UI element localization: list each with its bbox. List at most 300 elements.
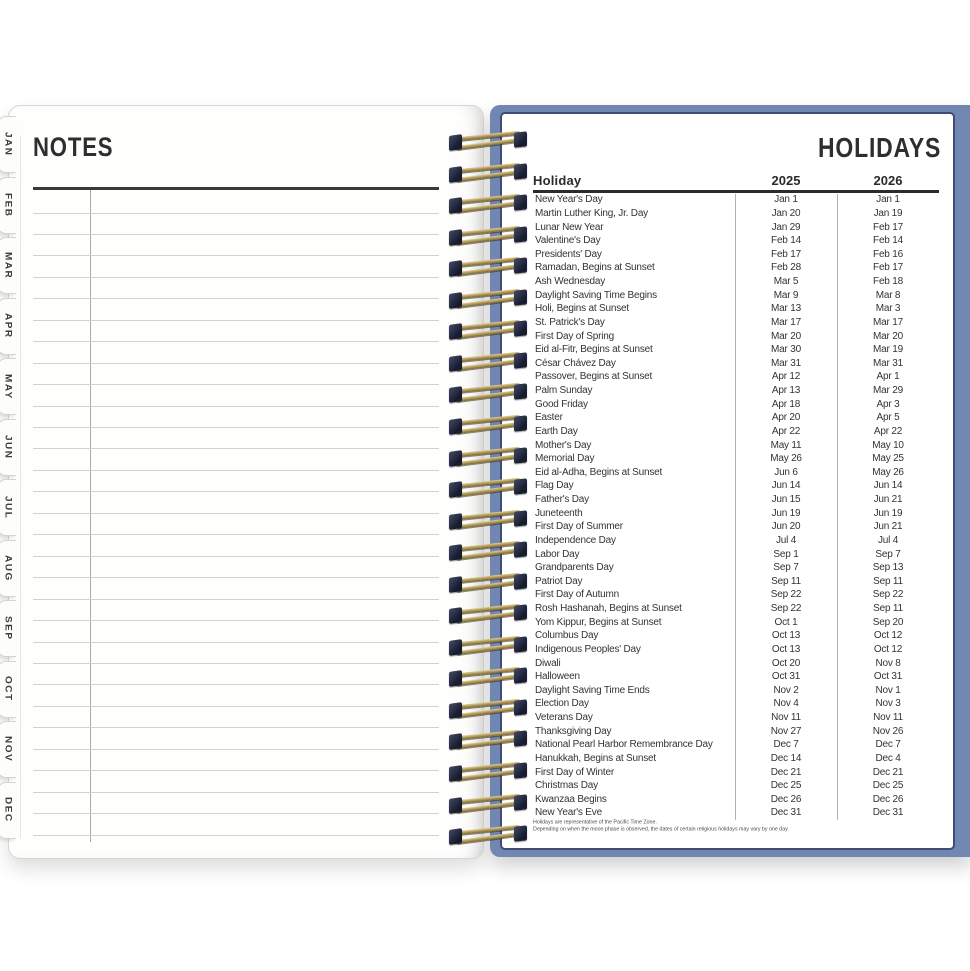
ruled-line bbox=[33, 341, 439, 342]
holiday-name: Christmas Day bbox=[535, 780, 598, 792]
month-tab-mar bbox=[0, 237, 16, 294]
holiday-name: Veterans Day bbox=[535, 712, 593, 724]
date-2026: Oct 31 bbox=[873, 671, 903, 683]
date-2026: Apr 1 bbox=[876, 371, 900, 383]
footnote-timezone: Holidays are representative of the Pacific Time Zone. bbox=[533, 819, 657, 826]
date-2025: Mar 5 bbox=[773, 276, 799, 288]
holiday-row bbox=[533, 520, 939, 534]
date-2026: Feb 18 bbox=[873, 276, 903, 288]
coil-hole-left bbox=[449, 260, 462, 277]
date-2025: Oct 13 bbox=[771, 643, 801, 655]
date-2025: Feb 14 bbox=[771, 235, 801, 247]
date-2026: Dec 4 bbox=[875, 752, 901, 764]
coil-loop bbox=[447, 256, 529, 278]
holiday-row bbox=[533, 643, 939, 657]
holiday-name: Memorial Day bbox=[535, 453, 595, 465]
holiday-name: Yom Kippur, Begins at Sunset bbox=[535, 616, 662, 628]
holiday-row bbox=[533, 370, 939, 384]
coil-hole-left bbox=[449, 544, 462, 561]
coil-hole-right bbox=[514, 478, 527, 494]
holiday-name: Palm Sunday bbox=[535, 385, 593, 397]
holiday-name: Columbus Day bbox=[535, 630, 599, 642]
date-2026: Jan 19 bbox=[873, 207, 903, 219]
holiday-name: Good Friday bbox=[535, 398, 588, 410]
ruled-line bbox=[33, 213, 439, 214]
date-2025: Mar 30 bbox=[771, 344, 801, 356]
date-2026: May 10 bbox=[872, 439, 904, 451]
month-tab-label: APR bbox=[2, 313, 12, 339]
date-2026: Jan 1 bbox=[876, 194, 900, 206]
ruled-line bbox=[33, 556, 439, 557]
month-tab-label: JUN bbox=[2, 434, 12, 460]
date-2026: Mar 8 bbox=[875, 289, 901, 301]
column-header-2025: 2025 bbox=[771, 173, 801, 188]
date-2026: Mar 29 bbox=[873, 385, 903, 397]
date-2026: Dec 21 bbox=[872, 766, 904, 778]
coil-loop bbox=[447, 572, 529, 594]
date-2025: Apr 20 bbox=[771, 412, 801, 424]
coil-hole-left bbox=[449, 607, 462, 624]
holiday-row bbox=[533, 534, 939, 548]
coil-hole-right bbox=[514, 731, 527, 747]
holiday-name: Kwanzaa Begins bbox=[535, 793, 607, 805]
holiday-name: Rosh Hashanah, Begins at Sunset bbox=[535, 603, 682, 615]
month-tab-may bbox=[0, 358, 16, 415]
date-2026: Feb 17 bbox=[873, 262, 903, 274]
date-2025: Sep 22 bbox=[770, 603, 802, 615]
date-2025: Dec 31 bbox=[770, 807, 802, 819]
holiday-row bbox=[533, 752, 939, 766]
coil-loop bbox=[447, 698, 529, 720]
holiday-name: Patriot Day bbox=[535, 575, 583, 587]
date-2025: Dec 21 bbox=[770, 766, 802, 778]
date-2025: Feb 17 bbox=[771, 248, 801, 260]
coil-hole-left bbox=[449, 734, 462, 751]
ruled-line bbox=[33, 298, 439, 299]
ruled-line bbox=[33, 534, 439, 535]
coil-loop bbox=[447, 509, 529, 531]
coil-hole-right bbox=[514, 415, 527, 431]
holiday-name: New Year's Day bbox=[535, 194, 603, 206]
month-tab-label: JUL bbox=[2, 495, 12, 520]
holiday-row bbox=[533, 425, 939, 439]
holiday-row bbox=[533, 588, 939, 602]
date-2025: Sep 1 bbox=[773, 548, 799, 560]
date-2025: Mar 13 bbox=[771, 303, 801, 315]
holiday-row bbox=[533, 575, 939, 589]
date-2025: Nov 4 bbox=[773, 698, 799, 710]
holidays-footnotes bbox=[533, 819, 890, 833]
holiday-row bbox=[533, 397, 939, 411]
holiday-row bbox=[533, 343, 939, 357]
date-2025: Sep 11 bbox=[771, 575, 801, 587]
holiday-row bbox=[533, 452, 939, 466]
coil-hole-left bbox=[449, 134, 462, 151]
month-tab-oct bbox=[0, 661, 16, 718]
date-2025: Nov 27 bbox=[770, 725, 802, 737]
date-2026: Sep 20 bbox=[872, 616, 904, 628]
date-2025: Dec 26 bbox=[770, 793, 802, 805]
coil-hole-right bbox=[514, 825, 527, 841]
holiday-name: Election Day bbox=[535, 698, 589, 710]
date-2026: Jun 19 bbox=[873, 507, 903, 519]
date-2026: Dec 25 bbox=[872, 780, 904, 792]
month-tab-jan bbox=[0, 116, 16, 173]
date-2025: May 26 bbox=[770, 453, 802, 465]
date-2025: Mar 17 bbox=[771, 316, 801, 328]
month-tab-feb bbox=[0, 177, 16, 234]
date-2025: Feb 28 bbox=[771, 262, 801, 274]
holiday-name: Labor Day bbox=[535, 548, 580, 560]
holiday-row bbox=[533, 724, 939, 738]
coil-loop bbox=[447, 319, 529, 341]
coil-hole-right bbox=[514, 384, 527, 400]
holiday-name: Daylight Saving Time Ends bbox=[535, 684, 650, 696]
coil-loop bbox=[447, 824, 529, 846]
holiday-name: Daylight Saving Time Begins bbox=[535, 289, 657, 301]
ruled-line bbox=[33, 513, 439, 514]
holidays-table-body bbox=[533, 193, 939, 820]
holiday-row bbox=[533, 261, 939, 275]
holiday-name: First Day of Autumn bbox=[535, 589, 620, 601]
coil-hole-right bbox=[514, 258, 527, 274]
holiday-name: Eid al-Adha, Begins at Sunset bbox=[535, 466, 663, 478]
coil-hole-left bbox=[449, 702, 462, 719]
holiday-name: Indigenous Peoples' Day bbox=[535, 643, 641, 655]
holiday-row bbox=[533, 316, 939, 330]
coil-hole-right bbox=[514, 762, 527, 778]
coil-hole-left bbox=[449, 670, 462, 687]
date-2026: Mar 17 bbox=[873, 316, 903, 328]
holiday-name: Flag Day bbox=[535, 480, 574, 492]
coil-hole-left bbox=[449, 797, 462, 814]
date-2025: Jan 1 bbox=[774, 194, 798, 206]
coil-loop bbox=[447, 729, 529, 751]
coil-hole-right bbox=[514, 573, 527, 589]
holiday-name: First Day of Summer bbox=[535, 521, 623, 533]
month-tab-label: OCT bbox=[2, 676, 12, 702]
holidays-page bbox=[500, 112, 955, 850]
date-2026: Apr 5 bbox=[876, 412, 900, 424]
month-tab-label: DEC bbox=[2, 797, 12, 823]
ruled-line bbox=[33, 427, 439, 428]
ruled-line bbox=[33, 813, 439, 814]
date-2026: Nov 1 bbox=[875, 684, 901, 696]
date-2026: Apr 3 bbox=[876, 398, 900, 410]
coil-loop bbox=[447, 351, 529, 373]
coil-hole-right bbox=[514, 226, 527, 242]
month-tab-label: JAN bbox=[2, 132, 12, 157]
month-tab-label: AUG bbox=[2, 554, 12, 582]
month-tab-nov bbox=[0, 721, 16, 778]
date-2026: Jun 21 bbox=[873, 494, 903, 506]
holiday-row bbox=[533, 248, 939, 262]
holiday-row bbox=[533, 711, 939, 725]
date-2025: Jun 19 bbox=[771, 507, 801, 519]
ruled-line bbox=[33, 727, 439, 728]
ruled-line bbox=[33, 792, 439, 793]
holiday-name: Presidents' Day bbox=[535, 248, 602, 260]
coil-hole-left bbox=[449, 450, 462, 467]
notes-header-rule bbox=[33, 187, 439, 190]
holiday-row bbox=[533, 684, 939, 698]
holiday-name: Hanukkah, Begins at Sunset bbox=[535, 752, 656, 764]
date-2025: Oct 31 bbox=[771, 671, 801, 683]
date-2025: Mar 9 bbox=[773, 289, 799, 301]
holiday-row bbox=[533, 357, 939, 371]
coil-loop bbox=[447, 477, 529, 499]
date-2025: Jun 15 bbox=[771, 494, 801, 506]
date-2026: Mar 19 bbox=[873, 344, 903, 356]
holiday-row bbox=[533, 207, 939, 221]
date-2026: May 25 bbox=[872, 453, 904, 465]
date-2025: Jan 29 bbox=[771, 221, 801, 233]
date-2026: Jun 21 bbox=[873, 521, 903, 533]
holiday-row bbox=[533, 793, 939, 807]
holiday-row bbox=[533, 329, 939, 343]
holiday-name: Ash Wednesday bbox=[535, 276, 606, 288]
date-2026: Mar 20 bbox=[873, 330, 903, 342]
coil-hole-left bbox=[449, 481, 462, 498]
coil-hole-right bbox=[514, 794, 527, 810]
ruled-line bbox=[33, 277, 439, 278]
month-tab-label: FEB bbox=[2, 192, 12, 218]
coil-hole-right bbox=[514, 605, 527, 621]
ruled-line bbox=[33, 577, 439, 578]
column-header-2026: 2026 bbox=[873, 173, 903, 188]
ruled-line bbox=[33, 491, 439, 492]
holiday-name: St. Patrick's Day bbox=[535, 316, 605, 328]
holiday-row bbox=[533, 193, 939, 207]
holiday-name: National Pearl Harbor Remembrance Day bbox=[535, 739, 713, 751]
holiday-row bbox=[533, 493, 939, 507]
date-2025: Jun 14 bbox=[771, 480, 801, 492]
coil-loop bbox=[447, 666, 529, 688]
holiday-name: First Day of Spring bbox=[535, 330, 615, 342]
month-tab-apr bbox=[0, 298, 16, 355]
date-2025: Dec 7 bbox=[773, 739, 799, 751]
coil-hole-right bbox=[514, 163, 527, 179]
holiday-name: César Chávez Day bbox=[535, 357, 616, 369]
holiday-row bbox=[533, 288, 939, 302]
holiday-name: Halloween bbox=[535, 671, 580, 683]
coil-hole-left bbox=[449, 765, 462, 782]
coil-hole-right bbox=[514, 352, 527, 368]
coil-hole-right bbox=[514, 289, 527, 305]
holiday-row bbox=[533, 220, 939, 234]
date-2025: Sep 7 bbox=[773, 562, 799, 574]
date-2025: Oct 1 bbox=[774, 616, 798, 628]
coil-loop bbox=[447, 193, 529, 215]
holiday-row bbox=[533, 765, 939, 779]
holiday-row bbox=[533, 779, 939, 793]
coil-loop bbox=[447, 414, 529, 436]
date-2026: Feb 17 bbox=[873, 221, 903, 233]
coil-loop bbox=[447, 130, 529, 152]
column-header-holiday: Holiday bbox=[533, 173, 582, 188]
holiday-row bbox=[533, 697, 939, 711]
coil-hole-left bbox=[449, 418, 462, 435]
ruled-line bbox=[33, 406, 439, 407]
holiday-name: Martin Luther King, Jr. Day bbox=[535, 207, 648, 219]
date-2025: Nov 2 bbox=[773, 684, 799, 696]
coil-hole-right bbox=[514, 131, 527, 147]
coil-hole-right bbox=[514, 636, 527, 652]
date-2025: Apr 12 bbox=[771, 371, 801, 383]
notes-page-title: NOTES bbox=[33, 132, 114, 162]
month-tab-label: MAY bbox=[2, 373, 12, 400]
date-2026: Sep 13 bbox=[872, 562, 904, 574]
date-2026: Dec 26 bbox=[872, 793, 904, 805]
month-tab-jul bbox=[0, 479, 16, 536]
coil-hole-left bbox=[449, 229, 462, 246]
date-2026: Nov 3 bbox=[875, 698, 901, 710]
coil-hole-left bbox=[449, 576, 462, 593]
coil-loop bbox=[447, 446, 529, 468]
coil-hole-right bbox=[514, 541, 527, 557]
date-2026: Nov 11 bbox=[873, 712, 903, 724]
footnote-moon-phase: Depending on when the moon phase is observed, the dates of certain religious holidays may vary by one day. bbox=[533, 826, 789, 833]
holiday-name: Holi, Begins at Sunset bbox=[535, 303, 629, 315]
holiday-row bbox=[533, 275, 939, 289]
coil-loop bbox=[447, 382, 529, 404]
holiday-name: Thanksgiving Day bbox=[535, 725, 612, 737]
date-2025: Jul 4 bbox=[775, 534, 797, 546]
holiday-row bbox=[533, 479, 939, 493]
ruled-line bbox=[33, 320, 439, 321]
date-2025: Mar 31 bbox=[771, 357, 801, 369]
ruled-line bbox=[33, 470, 439, 471]
date-2026: May 26 bbox=[872, 466, 904, 478]
coil-hole-left bbox=[449, 323, 462, 340]
holiday-name: Ramadan, Begins at Sunset bbox=[535, 262, 655, 274]
holiday-row bbox=[533, 670, 939, 684]
holiday-row bbox=[533, 561, 939, 575]
coil-hole-left bbox=[449, 355, 462, 372]
holiday-row bbox=[533, 629, 939, 643]
coil-loop bbox=[447, 162, 529, 184]
date-2026: Feb 16 bbox=[873, 248, 903, 260]
holidays-table-header bbox=[533, 170, 939, 188]
holiday-name: Grandparents Day bbox=[535, 562, 614, 574]
month-tab-dec bbox=[0, 782, 16, 839]
date-2025: Dec 25 bbox=[770, 780, 802, 792]
coil-loop bbox=[447, 761, 529, 783]
ruled-line bbox=[33, 599, 439, 600]
holiday-name: First Day of Winter bbox=[535, 766, 614, 778]
ruled-line bbox=[33, 255, 439, 256]
date-2026: Apr 22 bbox=[873, 425, 903, 437]
holiday-row bbox=[533, 738, 939, 752]
holiday-name: Valentine's Day bbox=[535, 235, 601, 247]
date-2025: May 11 bbox=[770, 439, 802, 451]
date-2025: Dec 14 bbox=[770, 752, 802, 764]
date-2025: Mar 20 bbox=[771, 330, 801, 342]
coil-loop bbox=[447, 603, 529, 625]
date-2026: Sep 11 bbox=[873, 575, 903, 587]
coil-hole-left bbox=[449, 828, 462, 845]
date-2025: Jun 20 bbox=[771, 521, 801, 533]
date-2026: Sep 7 bbox=[875, 548, 901, 560]
month-tab-label: NOV bbox=[2, 736, 12, 763]
coil-hole-right bbox=[514, 447, 527, 463]
holiday-name: Earth Day bbox=[535, 425, 578, 437]
date-2025: Jun 6 bbox=[774, 466, 798, 478]
holiday-name: Passover, Begins at Sunset bbox=[535, 371, 653, 383]
holiday-name: Independence Day bbox=[535, 534, 616, 546]
holidays-page-title: HOLIDAYS bbox=[817, 132, 941, 163]
holiday-row bbox=[533, 615, 939, 629]
month-tab-jun bbox=[0, 419, 16, 476]
date-2026: Sep 22 bbox=[872, 589, 904, 601]
spiral-binding bbox=[447, 105, 529, 857]
date-2026: Sep 11 bbox=[873, 603, 903, 615]
date-2025: Oct 20 bbox=[771, 657, 801, 669]
coil-loop bbox=[447, 635, 529, 657]
coil-loop bbox=[447, 793, 529, 815]
coil-hole-left bbox=[449, 197, 462, 214]
holiday-row bbox=[533, 547, 939, 561]
coil-loop bbox=[447, 540, 529, 562]
holiday-row bbox=[533, 302, 939, 316]
month-tab-label: MAR bbox=[2, 251, 12, 280]
ruled-line bbox=[33, 684, 439, 685]
date-2026: Dec 31 bbox=[872, 807, 904, 819]
holiday-row bbox=[533, 602, 939, 616]
date-2026: Mar 3 bbox=[875, 303, 901, 315]
holiday-row bbox=[533, 234, 939, 248]
ruled-line bbox=[33, 706, 439, 707]
date-2025: Apr 22 bbox=[771, 425, 801, 437]
holiday-row bbox=[533, 806, 939, 820]
holiday-row bbox=[533, 506, 939, 520]
date-2026: Jun 14 bbox=[873, 480, 903, 492]
holiday-row bbox=[533, 384, 939, 398]
date-2026: Nov 8 bbox=[875, 657, 901, 669]
ruled-line bbox=[33, 234, 439, 235]
coil-hole-right bbox=[514, 699, 527, 715]
date-2025: Sep 22 bbox=[770, 589, 802, 601]
ruled-line bbox=[33, 663, 439, 664]
holiday-name: Juneteenth bbox=[535, 507, 583, 519]
holiday-name: Diwali bbox=[535, 657, 561, 669]
coil-loop bbox=[447, 288, 529, 310]
planner-cover bbox=[490, 105, 970, 857]
date-2026: Nov 26 bbox=[872, 725, 904, 737]
ruled-line bbox=[33, 749, 439, 750]
holiday-name: Lunar New Year bbox=[535, 221, 604, 233]
holiday-name: Easter bbox=[535, 412, 563, 424]
coil-hole-left bbox=[449, 292, 462, 309]
notes-margin-line bbox=[90, 190, 91, 842]
holiday-name: Mother's Day bbox=[535, 439, 592, 451]
coil-hole-left bbox=[449, 513, 462, 530]
ruled-line bbox=[33, 448, 439, 449]
coil-loop bbox=[447, 225, 529, 247]
coil-hole-left bbox=[449, 386, 462, 403]
holiday-row bbox=[533, 438, 939, 452]
month-tab-sep bbox=[0, 600, 16, 657]
date-2025: Jan 20 bbox=[771, 207, 801, 219]
holiday-row bbox=[533, 656, 939, 670]
date-2026: Oct 12 bbox=[873, 630, 903, 642]
coil-hole-right bbox=[514, 194, 527, 210]
date-2025: Oct 13 bbox=[771, 630, 801, 642]
holiday-name: Eid al-Fitr, Begins at Sunset bbox=[535, 344, 653, 356]
coil-hole-right bbox=[514, 510, 527, 526]
date-2026: Feb 14 bbox=[873, 235, 903, 247]
ruled-line bbox=[33, 642, 439, 643]
